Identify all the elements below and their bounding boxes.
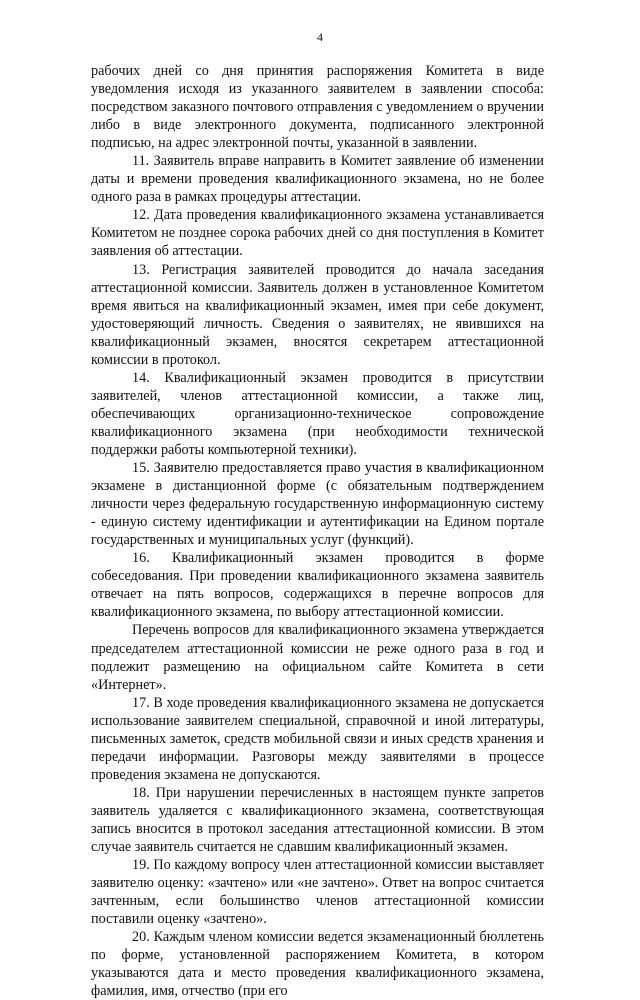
paragraph-13: 13. Регистрация заявителей проводится до начала заседания аттестационной комиссии. Заявитель должен в установленное Комитетом время явиться на квалификационный экзамен, имея при себе документ, удостоверяющий личность. Сведения о заявителях, не явившихся на квалификационный экзамен, вносятся секретарем аттестационной комиссии в протокол. bbox=[91, 261, 544, 368]
paragraph-19: 19. По каждому вопросу член аттестационной комиссии выставляет заявителю оценку: «зачтено» или «не зачтено». Ответ на вопрос считается зачтенным, если большинство членов аттестационной комиссии поставили оценку «зачтено». bbox=[91, 857, 544, 928]
paragraph-16: 16. Квалификационный экзамен проводится в форме собеседования. При проведении квалификационного экзамена заявитель отвечает на пять вопросов, содержащихся в перечне вопросов для квалификационного экзамена, по выбору аттестационной комиссии. bbox=[91, 550, 544, 621]
paragraph-17: 17. В ходе проведения квалификационного экзамена не допускается использование заявителем специальной, справочной и иной литературы, письменных заметок, средств мобильной связи и иных средств хранения и передачи информации. Разговоры между заявителями в процессе проведения экзамена не допускаются. bbox=[91, 694, 544, 783]
paragraph-11: 11. Заявитель вправе направить в Комитет заявление об изменении даты и времени проведения квалификационного экзамена, но не более одного раза в рамках процедуры аттестации. bbox=[91, 153, 544, 206]
paragraph-16-questions-list: Перечень вопросов для квалификационного экзамена утверждается председателем аттестационной комиссии не реже одного раза в год и подлежит размещению на официальном сайте Комитета в сети «Интернет». bbox=[91, 622, 544, 693]
paragraph-continuation: рабочих дней со дня принятия распоряжения Комитета в виде уведомления исходя из указанного заявителем в заявлении способа: посредством заказного почтового отправления с уведомлением о вручении либо в виде электронного документа, подписанного электронной подписью, на адрес электронной почты, указанной в заявлении. bbox=[91, 63, 544, 152]
page-number: 4 bbox=[317, 30, 323, 44]
document-body bbox=[91, 62, 544, 1000]
paragraph-18: 18. При нарушении перечисленных в настоящем пункте запретов заявитель удаляется с квалификационного экзамена, соответствующая запись вносится в протокол заседания аттестационной комиссии. В этом случае заявитель считается не сдавшим квалификационный экзамен. bbox=[91, 784, 544, 856]
paragraph-14: 14. Квалификационный экзамен проводится в присутствии заявителей, членов аттестационной комиссии, а также лиц, обеспечивающих организационно-техническое сопровождение квалификационного экзамена (при необходимости технической поддержки работы компьютерной техники). bbox=[91, 369, 544, 458]
paragraph-20: 20. Каждым членом комиссии ведется экзаменационный бюллетень по форме, установленной распоряжением Комитета, в котором указываются дата и место проведения квалификационного экзамена, фамилия, имя, отчество (при его bbox=[91, 929, 544, 1000]
paragraph-15: 15. Заявителю предоставляется право участия в квалификационном экзамене в дистанционной форме (с обязательным подтверждением личности через федеральную государственную информационную систему - единую систему идентификации и аутентификации на Едином портале государственных и муниципальных услуг (функций). bbox=[91, 460, 544, 549]
paragraph-12: 12. Дата проведения квалификационного экзамена устанавливается Комитетом не позднее сорока рабочих дней со дня поступления в Комитет заявления об аттестации. bbox=[91, 207, 544, 260]
